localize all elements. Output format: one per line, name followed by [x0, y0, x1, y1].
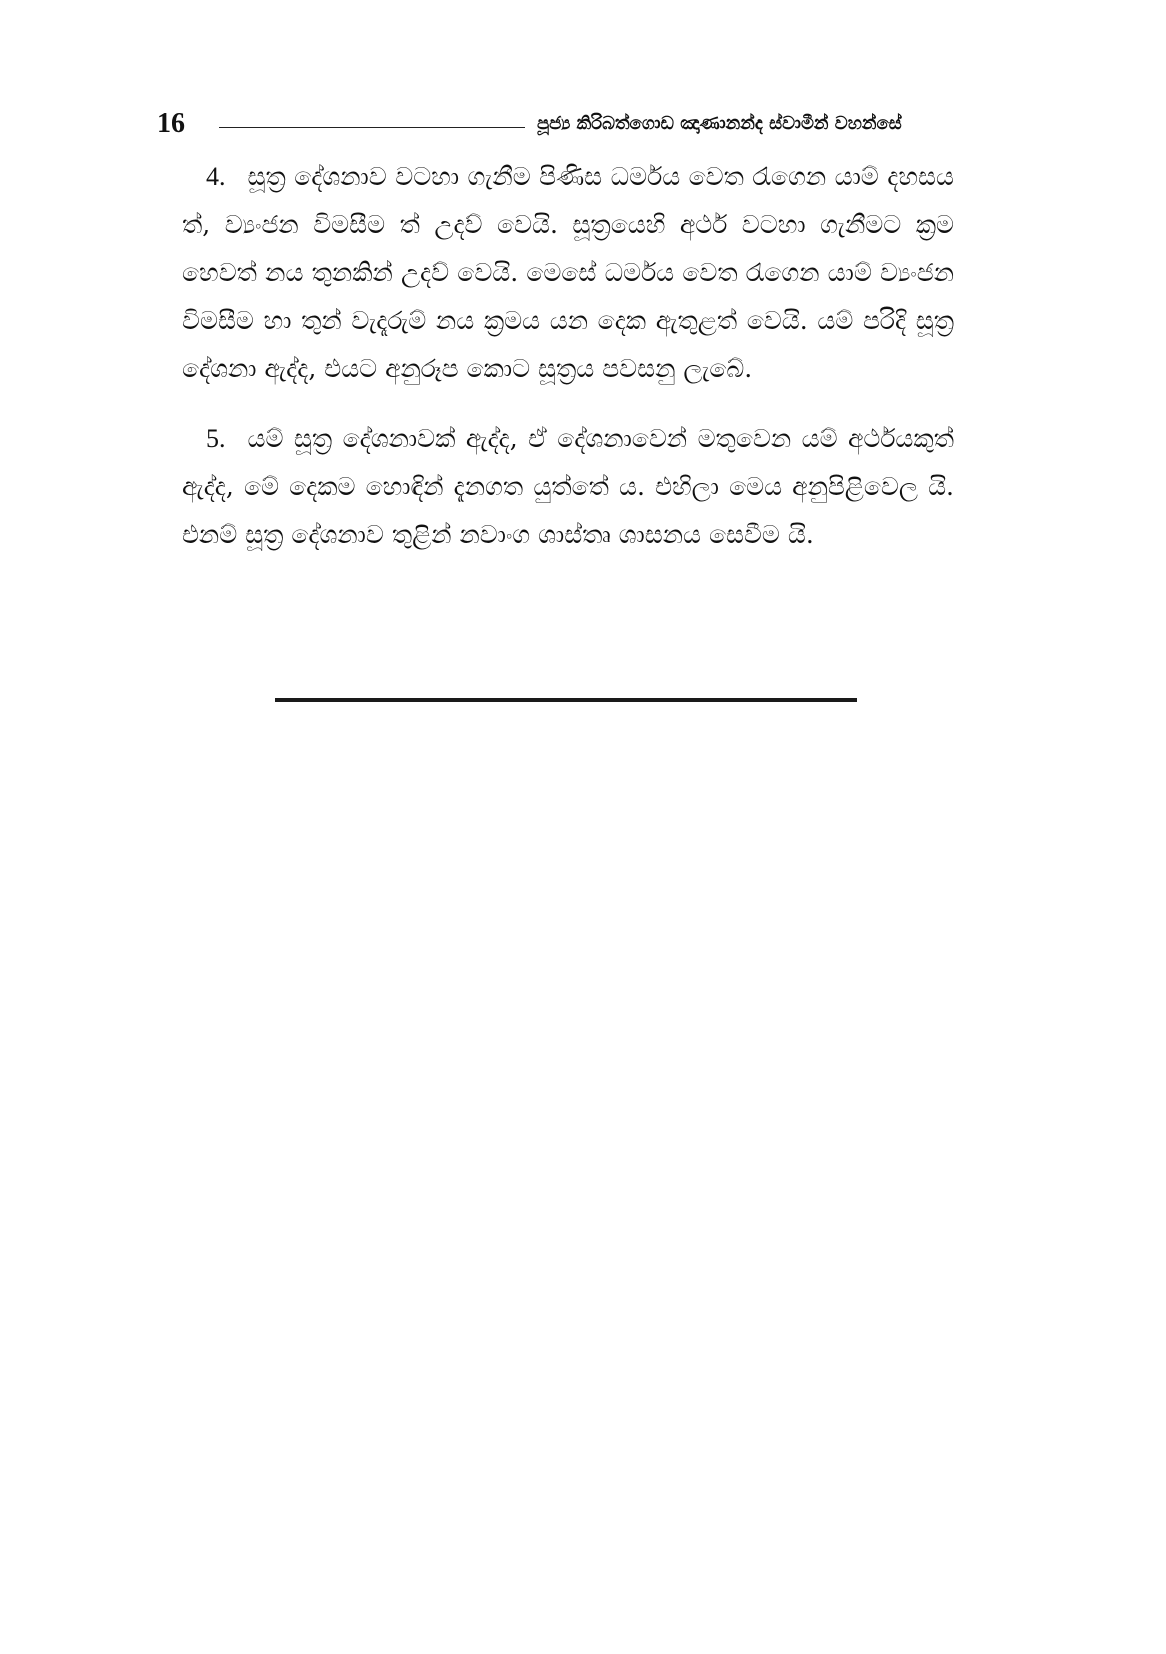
page-header: [157, 106, 972, 146]
section-end-rule: [275, 698, 857, 702]
page-body: [182, 153, 954, 559]
running-title: පූජ්‍ය කිරිබත්ගොඩ ඤාණානන්ද ස්වාමීන් වහන්සේ: [537, 113, 902, 134]
paragraph-text: සූත්‍ර දේශනාව වටහා ගැනීම පිණිස ධර්මය වෙත රැගෙන යාම් දහසය ත්, ව්‍යංජන විමසීම ත් උදව් වෙයි. සූත්‍රයෙහි අර්ථ වටහා ගැනීමට ක්‍රම හෙවත් නය තුනකින් උදව් වෙයි. මෙසේ ධර්මය වෙත රැගෙන යාම් ව්‍යංජන විමසීම හා තුන් වැදෑරුම් නය ක්‍රමය යන දෙක ඇතුළත් වෙයි. යම් පරිදි සූත්‍ර දේශනා ඇද්ද, එයට අනුරූප කොට සූත්‍රය පවසනු ලැබේ.: [182, 162, 954, 383]
page-number: 16: [157, 108, 185, 139]
paragraph-text: යම් සූත්‍ර දේශනාවක් ඇද්ද, ඒ දේශනාවෙන් මතුවෙන යම් අර්ථයකුත් ඇද්ද, මේ දෙකම හොඳින් දැනගත යුත්තේ ය. එහිලා මෙය අනුපිළිවෙල යි. එනම් සූත්‍ර දේශනාව තුළින් නවාංග ශාස්තෘ ශාසනය සෙවීම යි.: [182, 424, 954, 549]
paragraph-5: [182, 415, 954, 559]
header-divider: [219, 127, 525, 128]
paragraph-number: 5.: [206, 424, 226, 453]
paragraph-number: 4.: [206, 162, 226, 191]
paragraph-4: [182, 153, 954, 393]
